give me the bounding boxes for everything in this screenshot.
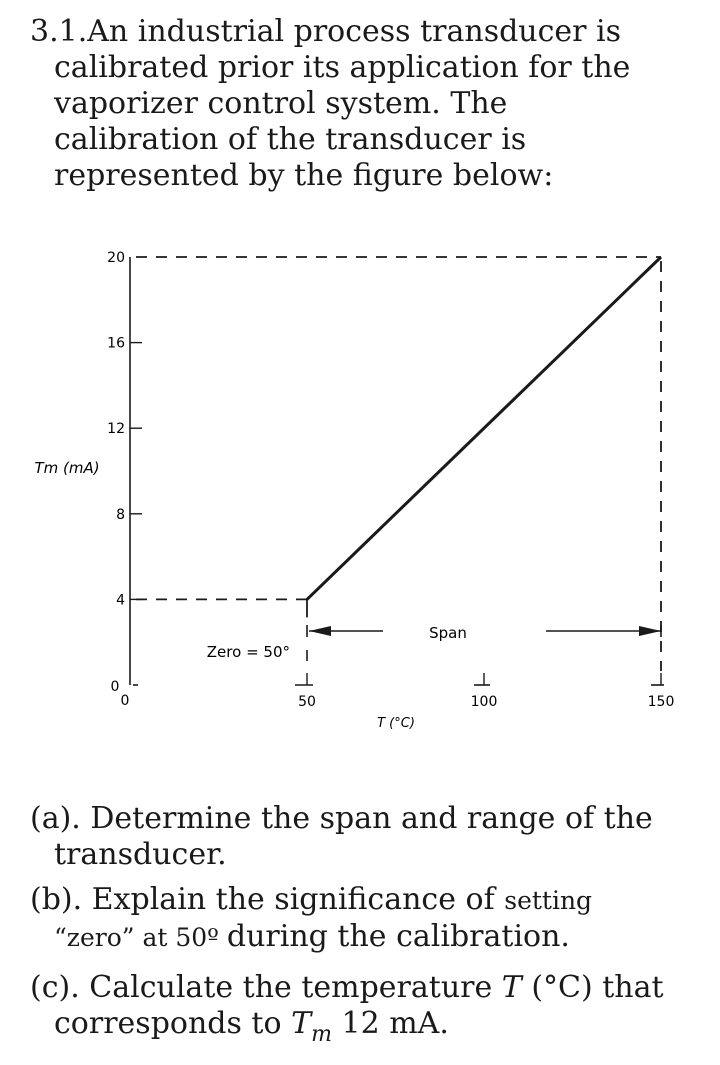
question-a-line-2: transducer.: [54, 837, 227, 872]
problem-line-3: vaporizer control system. The: [54, 86, 508, 121]
question-b-text-2: setting: [504, 886, 593, 915]
span-label: Span: [429, 624, 467, 642]
problem-line-4: calibration of the transducer is: [54, 122, 527, 157]
span-arrowhead-left: [309, 626, 331, 636]
question-c-text-3: corresponds to: [54, 1006, 292, 1041]
x-tick-label: 150: [647, 694, 675, 710]
question-c: [30, 970, 690, 1053]
problem-line-2: calibrated prior its application for the: [54, 50, 631, 85]
y-tick-label: 0: [110, 679, 120, 695]
question-c-text-1: (c). Calculate the temperature: [30, 970, 502, 1005]
span-arrowhead-right: [639, 626, 661, 636]
calibration-line: [307, 257, 661, 599]
question-c-subscript-m: m: [311, 1022, 332, 1047]
y-tick-label: 12: [107, 421, 125, 438]
x-tick-label: 0: [120, 693, 130, 709]
y-tick-label: 4: [116, 592, 125, 609]
question-c-line-1: [30, 970, 690, 1006]
question-b-line-1: [30, 882, 690, 919]
calibration-chart: [0, 230, 720, 760]
question-c-symbol-t: T: [501, 970, 522, 1005]
question-c-line-2: [30, 1006, 690, 1053]
y-tick-label: 8: [116, 506, 125, 523]
question-a-line-1: (a). Determine the span and range of the: [30, 801, 653, 836]
question-c-text-4: 12 mA.: [331, 1006, 449, 1041]
question-b-line-2: [30, 919, 690, 956]
problem-statement: [30, 14, 670, 194]
question-b-text-1: (b). Explain the significance of: [30, 882, 505, 917]
x-tick-label: 50: [298, 694, 316, 710]
question-c-symbol-tm: T: [291, 1006, 312, 1041]
problem-line-5: represented by the figure below:: [54, 158, 554, 193]
question-b-text-3: “zero” at 50º: [54, 923, 227, 952]
question-a: [30, 801, 690, 873]
question-b-text-4: during the calibration.: [226, 919, 570, 954]
zero-label: Zero = 50°: [206, 643, 290, 661]
y-tick-label: 16: [107, 335, 125, 352]
question-c-text-2: (°C) that: [521, 970, 664, 1005]
y-axis-title: Tm (mA): [34, 459, 100, 477]
question-b: [30, 882, 690, 956]
problem-line-1: 3.1.An industrial process transducer is: [30, 14, 622, 49]
y-tick-label: 20: [107, 250, 125, 266]
x-tick-label: 100: [470, 694, 498, 710]
x-axis-title: T (°C): [377, 716, 415, 731]
